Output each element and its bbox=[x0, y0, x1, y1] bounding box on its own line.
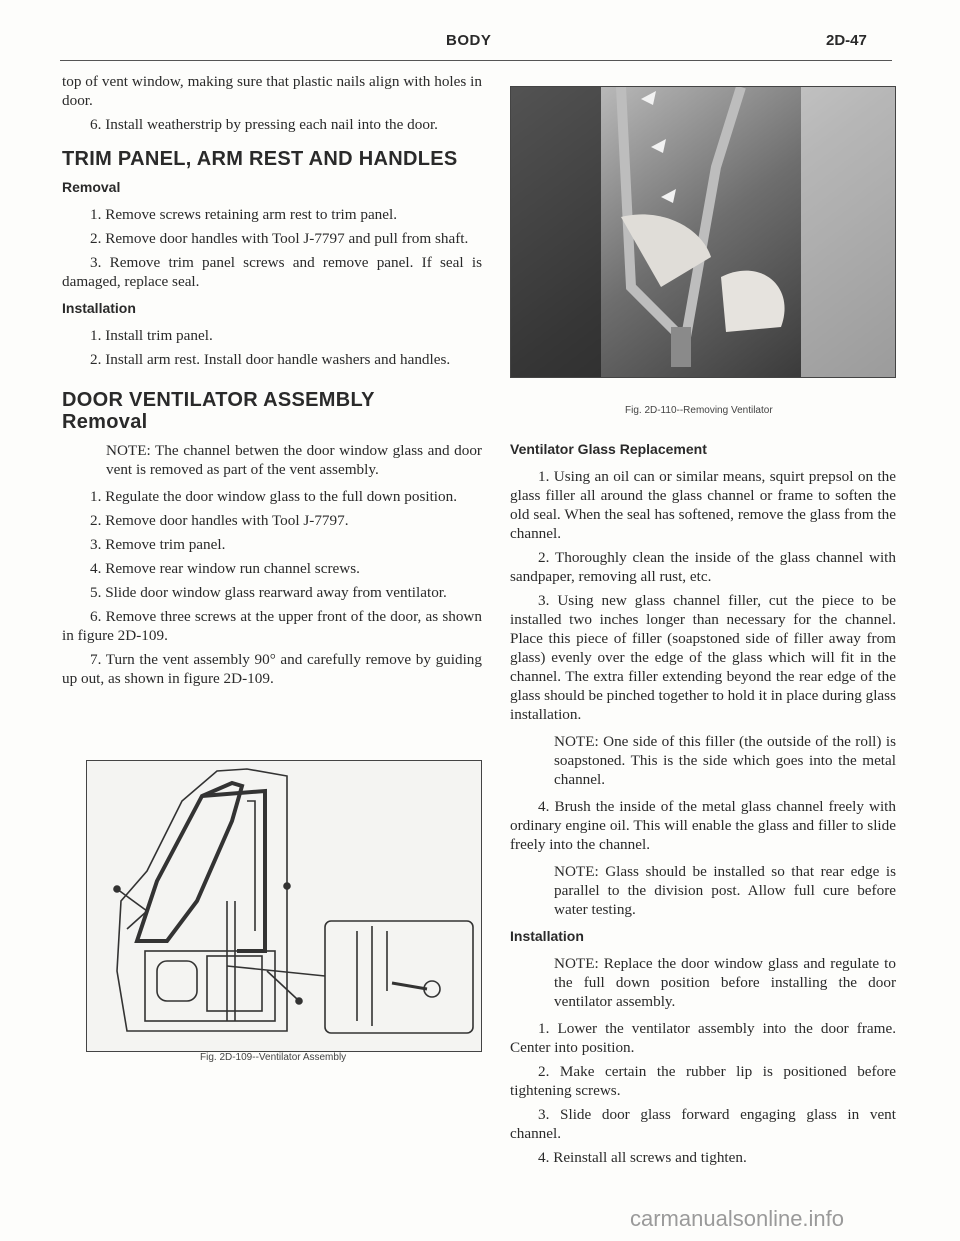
note: NOTE: Glass should be installed so that rear edge is parallel to the division post. Allow full cure before water testing. bbox=[554, 863, 896, 918]
section-heading-vent-removal: Removal bbox=[62, 411, 148, 433]
running-title: BODY bbox=[446, 32, 492, 49]
note: NOTE: One side of this filler (the outside of the roll) is soapstoned. This is the side which goes into the metal channel. bbox=[554, 733, 896, 788]
left-column bbox=[62, 72, 482, 693]
watermark: carmanualsonline.info bbox=[630, 1206, 845, 1231]
step: 1. Lower the ventilator assembly into the door frame. Center into position. bbox=[510, 1020, 896, 1056]
figure-removing-ventilator bbox=[510, 86, 896, 378]
step: 3. Remove trim panel screws and remove panel. If seal is damaged, replace seal. bbox=[62, 254, 482, 290]
figure-ventilator-assembly bbox=[86, 760, 482, 1052]
step: 2. Install arm rest. Install door handle washers and handles. bbox=[90, 351, 451, 368]
door-diagram-illustration bbox=[87, 761, 481, 1051]
step: 1. Remove screws retaining arm rest to trim panel. bbox=[90, 206, 398, 223]
page-number: 2D-47 bbox=[826, 32, 867, 49]
paragraph: top of vent window, making sure that plastic nails align with holes in door. bbox=[62, 73, 482, 109]
step: 4. Reinstall all screws and tighten. bbox=[538, 1149, 747, 1166]
note: NOTE: The channel betwen the door window glass and door vent is removed as part of the vent assembly. bbox=[106, 442, 482, 478]
step: 2. Remove door handles with Tool J-7797. bbox=[90, 512, 349, 529]
step: 7. Turn the vent assembly 90° and carefully remove by guiding up out, as shown in figure 2D-109. bbox=[62, 651, 482, 687]
section-heading-vent: DOOR VENTILATOR ASSEMBLY bbox=[62, 389, 375, 411]
step: 6. Remove three screws at the upper front of the door, as shown in figure 2D-109. bbox=[62, 608, 482, 644]
step: 3. Remove trim panel. bbox=[90, 536, 226, 553]
step: 3. Using new glass channel filler, cut the piece to be installed two inches longer than necessary for the channel. Place this piece of filler (soapstoned side of filler away from glass) evenly over the edge of the glass which will fit in the channel. The extra filler extending beyond the rear edge of the glass should be pinched together to hold it in place during glass installation. bbox=[510, 592, 896, 723]
note: NOTE: Replace the door window glass and regulate to the full down position before installing the door ventilator assembly. bbox=[554, 955, 896, 1010]
step: 4. Remove rear window run channel screws. bbox=[90, 560, 360, 577]
step: 2. Make certain the rubber lip is positioned before tightening screws. bbox=[510, 1063, 896, 1099]
subheading-installation: Installation bbox=[62, 300, 136, 316]
step: 1. Regulate the door window glass to the full down position. bbox=[90, 488, 457, 505]
step: 4. Brush the inside of the metal glass channel freely with ordinary engine oil. This will enable the glass and filler to slide freely into the channel. bbox=[510, 798, 896, 853]
step: 2. Thoroughly clean the inside of the glass channel with sandpaper, removing all rust, etc. bbox=[510, 549, 896, 585]
figure-caption: Fig. 2D-110--Removing Ventilator bbox=[625, 405, 773, 416]
page-header bbox=[0, 30, 960, 60]
subheading-installation: Installation bbox=[510, 928, 584, 944]
subheading-removal: Removal bbox=[62, 179, 121, 195]
step: 5. Slide door window glass rearward away from ventilator. bbox=[90, 584, 447, 601]
subheading-glass-replacement: Ventilator Glass Replacement bbox=[510, 441, 707, 457]
figure-caption: Fig. 2D-109--Ventilator Assembly bbox=[200, 1052, 347, 1063]
section-heading-trim: TRIM PANEL, ARM REST AND HANDLES bbox=[62, 148, 458, 170]
step: 1. Install trim panel. bbox=[90, 327, 213, 344]
step: 1. Using an oil can or similar means, squirt prepsol on the glass filler all around the glass channel or frame to soften the old seal. When the seal has softened, remove the glass from the channel. bbox=[510, 468, 896, 542]
right-column bbox=[510, 432, 896, 1172]
photo-removing-ventilator bbox=[511, 87, 895, 377]
step: 2. Remove door handles with Tool J-7797 and pull from shaft. bbox=[90, 230, 469, 247]
paragraph: 6. Install weatherstrip by pressing each nail into the door. bbox=[90, 116, 438, 133]
header-rule bbox=[60, 60, 892, 61]
step: 3. Slide door glass forward engaging glass in vent channel. bbox=[510, 1106, 896, 1142]
